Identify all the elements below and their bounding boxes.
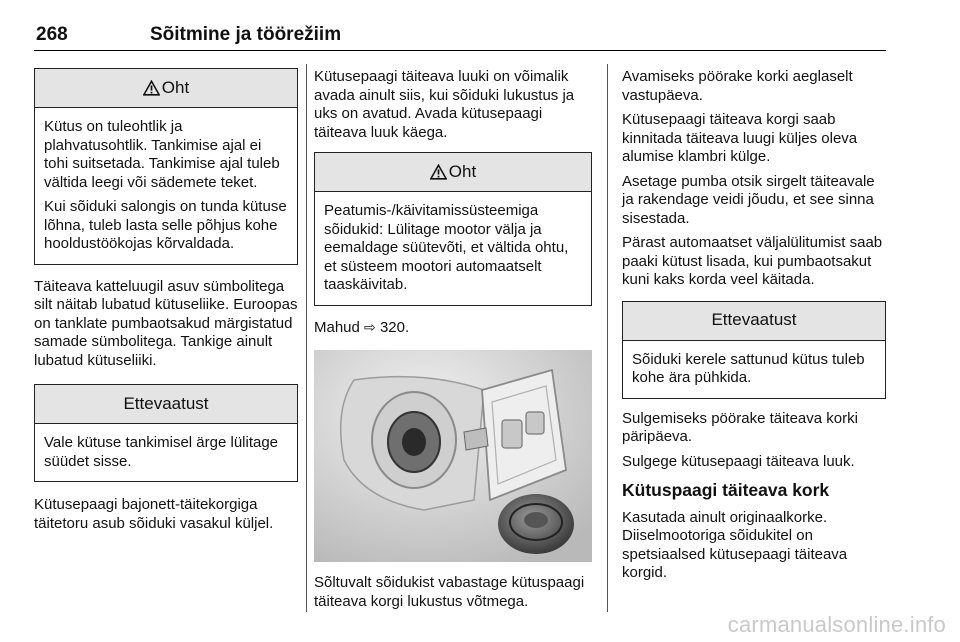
body-paragraph: Sulgege kütusepaagi täiteava luuk. [622,452,855,470]
page-header [34,20,886,51]
body-paragraph: Sõltuvalt sõidukist vabastage kütuspaagi täiteava korgi lukustus võtmega. [314,574,585,610]
warning-box-title: Oht [161,77,190,97]
body-paragraph: Asetage pumba otsik sirgelt täiteavale ja rakendage veidi jõudu, et see sinna sisestada. [622,172,875,227]
column-left [34,68,298,533]
caution-box [622,301,886,399]
warning-triangle-icon [430,164,447,180]
body-paragraph: Kütusepaagi täiteava luuki on võimalik avada ainult siis, kui sõiduki lukustus ja uks on avatud. Avada kütusepaagi täiteava luuk käega. [314,68,575,141]
fuel-filler-illustration [314,350,592,562]
warning-box-title: Oht [448,161,477,181]
page-number: 268 [36,24,68,45]
body-paragraph: Kasutada ainult originaalkorke. Diiselmootoriga sõidukitel on spetsiaalsed kütusepaagi täiteava korgid. [622,508,848,581]
body-paragraph: Täiteava katteluugil asuv sümbolitega silt näitab lubatud kütuseliike. Euroopas on tanklate pumbaotsakud märgistatud samade sümbolitega. Tankige ainult lubatud kütuseliiki. [34,277,298,369]
caution-text: Vale kütuse tankimisel ärge lülitage süüdet sisse. [44,434,279,470]
body-paragraph: Pärast automaatset väljalülitumist saab paaki kütust lisada, kui pumbaotsakut kuni kaks korda veel käitada. [622,234,883,288]
capacity-page-ref[interactable]: 320. [379,318,410,336]
column-right [622,68,886,583]
body-paragraph: Kütusepaagi bajonett-täitekorgiga täitetoru asub sõiduki vasakul küljel. [34,496,274,532]
warning-box-body [35,108,297,264]
column-divider [306,64,307,612]
caution-box-body [623,341,885,398]
warning-box-header [35,69,297,108]
capacity-label: Mahud [314,318,360,336]
watermark: carmanualsonline.info [727,612,946,637]
body-paragraph: Sulgemiseks pöörake täiteava korki päripäeva. [622,409,858,445]
warning-text: Kui sõiduki salongis on tunda kütuse lõhna, tuleb lasta selle põhjus kohe hooldustöökojas kõrvaldada. [44,198,287,252]
page-ref-arrow-icon: ⇨ [364,318,376,335]
warning-text: Peatumis-/käivitamissüsteemiga sõidukid: Lülitage mootor välja ja eemaldage süütevõti, et vältida ohtu, et süsteem mootori automaatselt taaskäivitab. [324,202,569,293]
warning-box [34,68,298,265]
warning-box-body [315,192,591,305]
caution-text: Sõiduki kerele sattunud kütus tuleb kohe ära pühkida. [632,350,865,386]
caution-box-body [35,424,297,481]
warning-box [314,152,592,306]
caution-box-header: Ettevaatust [623,302,885,341]
caution-box [34,384,298,482]
caution-box-header: Ettevaatust [35,385,297,424]
warning-box-header [315,153,591,192]
warning-text: Kütus on tuleohtlik ja plahvatusohtlik. Tankimise ajal ei tohi suitsetada. Tankimise ajal tuleb vältida leegi või sädemete teket. [44,118,280,191]
column-middle [314,68,592,611]
page-title: Sõitmine ja töörežiim [150,24,342,45]
column-divider [607,64,608,612]
body-paragraph: Avamiseks pöörake korki aeglaselt vastupäeva. [622,68,853,104]
warning-triangle-icon [143,80,160,96]
body-paragraph: Kütusepaagi täiteava korgi saab kinnitada täiteava luugi küljes oleva alumise klambri külge. [622,111,858,165]
capacity-reference [314,318,592,338]
section-heading: Kütuspaagi täiteava kork [622,480,830,500]
